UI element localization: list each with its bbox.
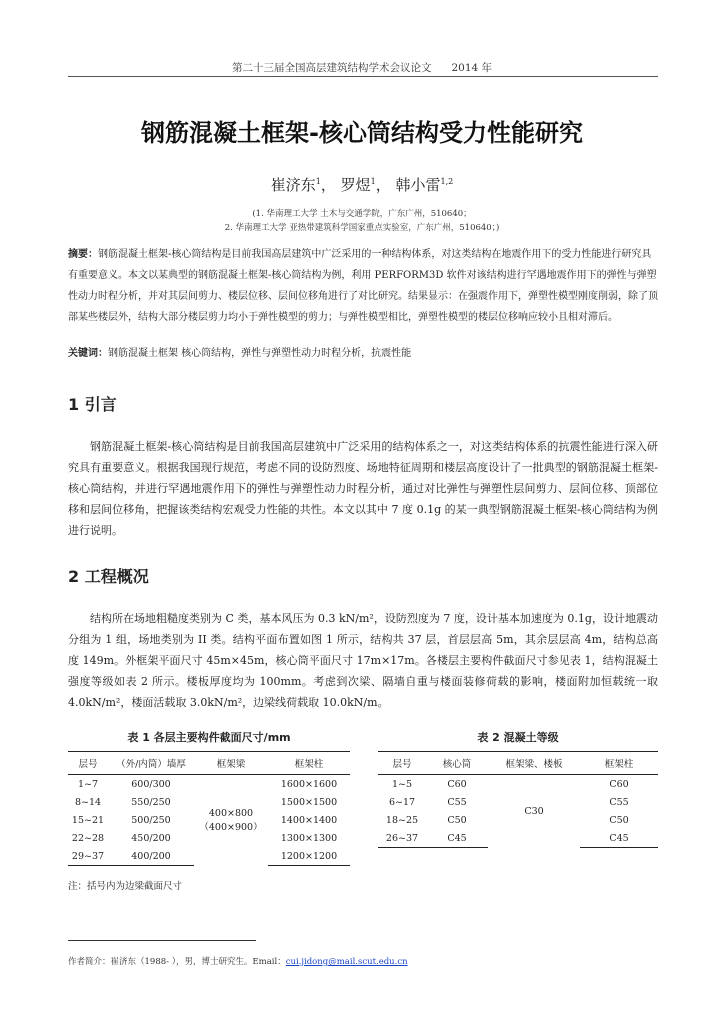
- table-1-caption: 表 1 各层主要构件截面尺寸/mm: [127, 731, 291, 744]
- table-cell: 1200×1200: [268, 847, 350, 866]
- beam-main: 400×800: [208, 807, 254, 819]
- table-cell: C45: [580, 829, 658, 848]
- table-2-grid: [378, 751, 658, 848]
- header-rule: [68, 76, 658, 77]
- header-year: 2014 年: [451, 62, 493, 74]
- table-cell: C55: [609, 796, 629, 808]
- table-cell: 18~25: [385, 814, 419, 826]
- table-cell: 8~14: [74, 796, 102, 808]
- paper-title: 钢筋混凝土框架-核心筒结构受力性能研究: [141, 119, 583, 147]
- table-cell: 1400×1400: [280, 814, 338, 826]
- author-list: [0, 174, 724, 195]
- table-header-cell: 核心筒: [426, 752, 488, 775]
- table-header-cell: 层号: [68, 752, 108, 775]
- table-1-grid: [68, 751, 350, 866]
- table-cell: 1600×1600: [280, 778, 338, 790]
- table-cell: C45: [426, 829, 488, 848]
- table-header-cell: 框架柱: [580, 752, 658, 775]
- abstract-label: 摘要：: [68, 249, 98, 260]
- affiliation-1: (1. 华南理工大学 土木与交通学院，广东广州，510640；: [252, 209, 472, 219]
- author-name: 韩小雷: [395, 176, 441, 194]
- table-cell: C60: [609, 778, 629, 790]
- table-row: [378, 775, 658, 794]
- table-cell: 1~7: [77, 778, 99, 790]
- table-cell: 15~21: [71, 814, 105, 826]
- table-cell: C60: [447, 778, 467, 790]
- table-cell: 550/250: [131, 796, 171, 808]
- table-cell: C50: [609, 814, 629, 826]
- table-row: [68, 775, 350, 794]
- section-2-paragraph: 结构所在场地粗糙度类别为 C 类，基本风压为 0.3 kN/m²，设防烈度为 7 度，设计基本加速度为 0.1g，设计地震动分组为 1 组，场地类别为 II 类。结构平面布置如图 1 所示，结构共 37 层，首层层高 5m，其余层层高 4m，结构总高度 149m。外框架平面尺寸 45m×45m，核心筒平面尺寸 17m×17m。各楼层主要构件截面尺寸参见表 1，结构混凝土强度等级如表 2 所示。楼板厚度均为 100mm。考虑到次梁、隔墙自重与楼面装修荷载的影响，楼面附加恒载统一取 4.0kN/m²，楼面活载取 3.0kN/m²，边梁线荷载取 10.0kN/m。: [68, 612, 658, 709]
- author-affil-mark: 1: [315, 177, 321, 186]
- table-1: [68, 729, 350, 866]
- table-2: [378, 729, 658, 848]
- table-header-cell: （外/内筒）墙厚: [108, 752, 194, 775]
- running-header: [0, 60, 724, 75]
- table-2-caption: 表 2 混凝土等级: [477, 731, 559, 744]
- beam-edge: （400×900）: [199, 821, 263, 833]
- table-header-cell: 框架梁、楼板: [488, 752, 580, 775]
- table-header-cell: 框架柱: [268, 752, 350, 775]
- footnote: [68, 955, 408, 967]
- table-cell: 22~28: [71, 832, 105, 844]
- author-separator: ，: [320, 176, 336, 194]
- table-1-note: 注：括号内为边梁截面尺寸: [68, 881, 183, 892]
- table-cell-beam: [194, 775, 268, 866]
- author-name: 崔济东: [270, 176, 316, 194]
- table-header-cell: 层号: [378, 752, 426, 775]
- keywords: [68, 343, 658, 364]
- author-name: 罗煜: [340, 176, 371, 194]
- footnote-rule: [68, 940, 256, 941]
- table-cell-beam-slab: C30: [524, 805, 544, 817]
- table-cell: C50: [447, 814, 467, 826]
- abstract: [68, 244, 658, 328]
- abstract-text: 钢筋混凝土框架-核心筒结构是目前我国高层建筑中广泛采用的一种结构体系，对这类结构在地震作用下的受力性能进行研究具有重要意义。本文以某典型的钢筋混凝土框架-核心筒结构为例，利用 PERFORM3D 软件对该结构进行罕遇地震作用下的弹性与弹塑性动力时程分析，并对其层间剪力、楼层位移、层间位移角进行了对比研究。结果显示：在强震作用下，弹塑性模型刚度削弱，除了顶部某些楼层外，结构大部分楼层剪力均小于弹性模型的剪力；与弹性模型相比，弹塑性模型的楼层位移响应较小且相对滞后。: [68, 249, 658, 323]
- table-cell: 450/200: [131, 832, 171, 844]
- section-1-paragraph: 钢筋混凝土框架-核心筒结构是目前我国高层建筑中广泛采用的结构体系之一，对这类结构体系的抗震性能进行深入研究具有重要意义。根据我国现行规范，考虑不同的设防烈度、场地特征周期和楼层高度设计了一批典型的钢筋混凝土框架-核心筒结构，并进行罕遇地震作用下的弹性与弹塑性动力时程分析，通过对比弹性与弹塑性层间剪力、层间位移、顶部位移和层间位移角，把握该类结构宏观受力性能的共性。本文以其中 7 度 0.1g 的某一典型钢筋混凝土框架-核心筒结构为例进行说明。: [68, 440, 658, 537]
- author-affil-mark: 1: [370, 177, 376, 186]
- section-2-heading: 2 工程概况: [68, 567, 149, 586]
- author-separator: ，: [375, 176, 391, 194]
- author-email-link[interactable]: cui.jidong@mail.scut.edu.cn: [285, 957, 408, 967]
- table-cell: 400/200: [108, 847, 194, 866]
- author-affil-mark: 1,2: [440, 177, 454, 186]
- keywords-label: 关键词：: [68, 348, 108, 359]
- affiliation-2: 2. 华南理工大学 亚热带建筑科学国家重点实验室，广东广州，510640；): [224, 223, 500, 233]
- table-cell: 600/300: [131, 778, 171, 790]
- table-header-cell: 框架梁: [194, 752, 268, 775]
- table-cell: C55: [447, 796, 467, 808]
- table-cell: 29~37: [68, 847, 108, 866]
- keywords-text: 钢筋混凝土框架 核心筒结构，弹性与弹塑性动力时程分析，抗震性能: [108, 348, 412, 359]
- table-cell: 1~5: [391, 778, 413, 790]
- table-cell: 6~17: [388, 796, 416, 808]
- table-cell: 500/250: [131, 814, 171, 826]
- table-cell: 1300×1300: [280, 832, 338, 844]
- header-text: 第二十三届全国高层建筑结构学术会议论文: [231, 62, 432, 74]
- section-1-heading: 1 引言: [68, 395, 117, 414]
- table-cell: 1500×1500: [280, 796, 338, 808]
- footnote-text: 作者简介：崔济东（1988- ），男，博士研究生。Email：: [68, 957, 286, 967]
- table-cell: 26~37: [378, 829, 426, 848]
